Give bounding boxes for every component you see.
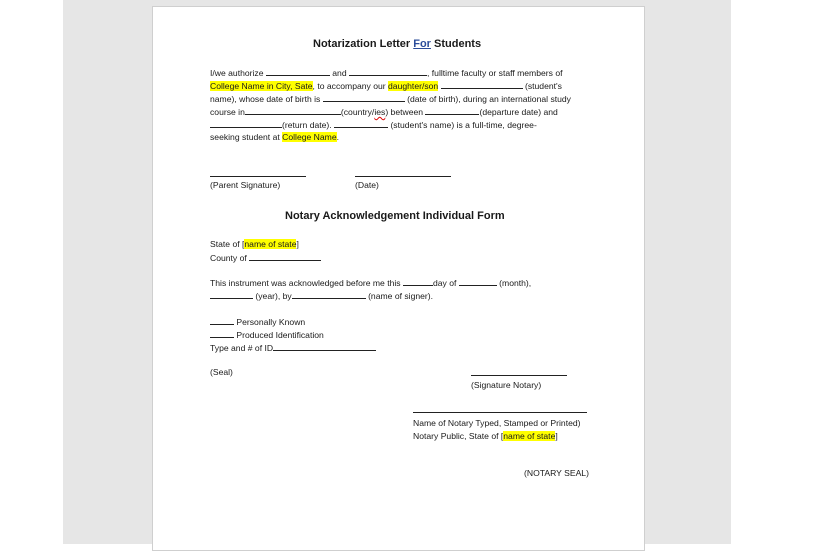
letter-line-6: seeking student at College Name. (210, 132, 339, 142)
letter-line-4: course in (country/ies) between (departure date) and (210, 107, 558, 117)
acknowledgement-line-2: (year), by (name of signer). (210, 289, 433, 302)
letter-line-2: College Name in City, Sate, to accompany our daughter/son (student's (210, 81, 562, 91)
state-of-line: State of [name of state] (210, 239, 299, 249)
notary-seal-label: (NOTARY SEAL) (524, 468, 589, 478)
college-city-placeholder: College Name in City, Sate (210, 81, 313, 91)
type-id-line: Type and # of ID (210, 341, 376, 354)
date-label: (Date) (355, 180, 379, 190)
letter-line-1: I/we authorize and , fulltime faculty or staff members of (210, 68, 563, 78)
college-name-placeholder: College Name (282, 132, 337, 142)
state-placeholder: name of state (244, 239, 297, 249)
seal-label: (Seal) (210, 367, 233, 377)
notary-name-label: Name of Notary Typed, Stamped or Printed) (413, 418, 581, 428)
county-line: County of (210, 251, 321, 264)
signature-notary-label: (Signature Notary) (471, 380, 542, 390)
parent-signature-line (210, 176, 306, 177)
date-line (355, 176, 451, 177)
section-title: Notary Acknowledgement Individual Form (285, 210, 505, 222)
notary-public-line: Notary Public, State of [name of state] (413, 431, 558, 441)
produced-id-line: Produced Identification (210, 328, 324, 341)
personally-known-line: Personally Known (210, 315, 305, 328)
relation-placeholder: daughter/son (388, 81, 439, 91)
letter-line-3: name), whose date of birth is (date of birth), during an international study (210, 94, 571, 104)
signature-notary-line (471, 375, 567, 376)
acknowledgement-line-1: This instrument was acknowledged before me this day of (month), (210, 278, 532, 288)
notary-name-line (413, 412, 587, 413)
document-title: Notarization Letter For Students (313, 38, 482, 50)
letter-line-5: (return date). (student's name) is a full-time, degree- (210, 118, 537, 131)
notary-state-placeholder: name of state (503, 431, 556, 441)
parent-signature-label: (Parent Signature) (210, 180, 281, 190)
document-page[interactable] (152, 6, 645, 551)
